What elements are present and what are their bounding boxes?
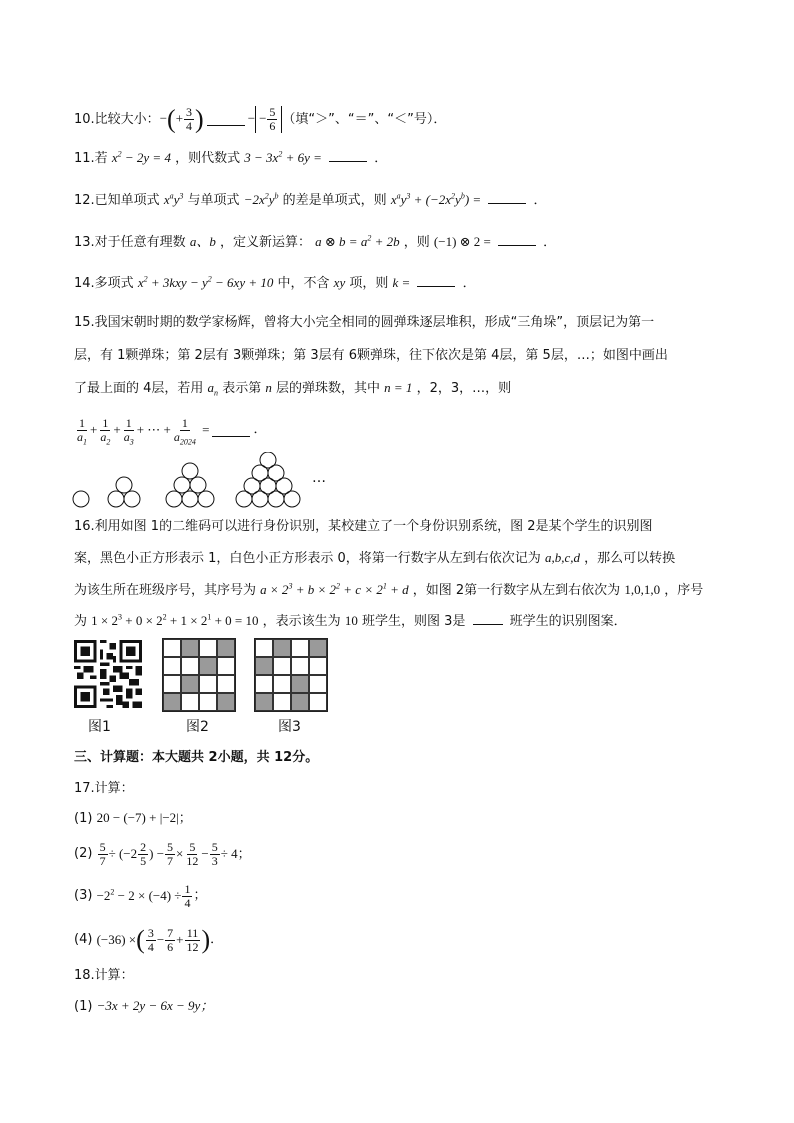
q18-label: 18.计算： xyxy=(74,968,134,983)
grid-cell-white xyxy=(273,693,291,711)
grid-cell-white xyxy=(199,693,217,711)
grid-cell-black xyxy=(309,639,327,657)
q14-answer-blank[interactable] xyxy=(417,274,455,287)
q14-term: xy xyxy=(333,275,346,290)
marble xyxy=(182,491,198,507)
q11-condition: $x^2 - 2y = 4$ xyxy=(111,149,171,165)
q15-answer-blank[interactable] xyxy=(212,424,250,437)
q15-marble-figure xyxy=(70,452,340,512)
q16-line1: 16.利用如图 1的二维码可以进行身份识别，某校建立了一个身份识别系统，图 2是某个学生的识别图 xyxy=(74,519,653,534)
grid-cell-black xyxy=(163,693,181,711)
q14-line: 14.多项式 $x^2 + 3kxy - y^2 - 6xy + 10$ 中，不含 xy 项，则 k = ． xyxy=(74,274,476,291)
q13-line: 13.对于任意有理数 a、b ，定义新运算： a ⊗ $b = a^2 + 2b$ ，则 (−1) ⊗ 2 = ． xyxy=(74,233,557,250)
grid-cell-black xyxy=(199,657,217,675)
q16-answer-blank[interactable] xyxy=(473,612,503,625)
q16-line3: 为该生所在班级序号，其序号为 $a \times 2^3 + b \times 2^2 + c \times 2^1 + d$ ，如图 2第一行数字从左到右依次为 1,0,1,0 ，序号 xyxy=(74,581,704,598)
q15-line1: 15.我国宋朝时期的数学家杨辉，曾将大小完全相同的圆弹珠逐层堆积，形成“三角垛”，顶层记为第一 xyxy=(74,315,655,330)
q10-label: 10.比较大小： xyxy=(74,111,160,127)
grid-cell-black xyxy=(291,693,309,711)
section3-title: 三、计算题：本大题共 2小题，共 12分。 xyxy=(74,750,319,765)
q17-part3: (3) $-2^2 - 2 \times (-4)$ ÷ $\frac{1}{4}$ ； xyxy=(74,881,207,910)
grid-cell-white xyxy=(163,657,181,675)
q11-expression: $3 - 3x^2 + 6y$ = xyxy=(244,149,322,165)
grid-cell-white xyxy=(291,639,309,657)
grid-cell-black xyxy=(217,693,235,711)
marble xyxy=(182,463,198,479)
q14-polynomial: $x^2 + 3kxy - y^2 - 6xy + 10$ xyxy=(137,274,274,290)
grid-cell-white xyxy=(217,675,235,693)
q12-expression: $x^ay^3 + (-2x^2y^b)$ = xyxy=(390,191,482,207)
grid-cell-black xyxy=(217,639,235,657)
grid-cell-white xyxy=(199,639,217,657)
q16-formula: $a \times 2^3 + b \times 2^2 + c \times 2^1 + d$ xyxy=(260,581,409,597)
q13-answer-blank[interactable] xyxy=(498,233,536,246)
marble-stacks xyxy=(70,452,340,512)
figure3-grid xyxy=(254,638,328,712)
grid-cell-white xyxy=(255,675,273,693)
grid-cell-white xyxy=(181,693,199,711)
grid-cell-black xyxy=(273,639,291,657)
q10-left-expr: −(+ $\frac{3}{4}$ ) xyxy=(159,104,204,134)
grid-cell-white xyxy=(309,693,327,711)
marble xyxy=(108,491,124,507)
marble xyxy=(174,477,190,493)
q12-mono1: $x^ay^3$ xyxy=(163,191,184,207)
grid-cell-black xyxy=(255,693,273,711)
grid-cell-white xyxy=(181,657,199,675)
q11-answer-blank[interactable] xyxy=(329,149,367,162)
marble xyxy=(73,491,89,507)
q16-line4: 为 $1 \times 2^3 + 0 \times 2^2 + 1 \times 2^1 + 0 = 10$ ，表示该生为 10 班学生，则图 3是 班学生的识别图案． xyxy=(74,612,627,629)
q15-an: $a_n$ xyxy=(207,380,219,398)
grid-cell-white xyxy=(273,657,291,675)
marble xyxy=(198,491,214,507)
q15-n-eq: n = 1 xyxy=(384,380,413,395)
grid-cell-black xyxy=(255,657,273,675)
q16-example: $1 \times 2^3 + 0 \times 2^2 + 1 \times 2^1 + 0 = 10$ xyxy=(91,612,259,628)
grid-cell-black xyxy=(181,675,199,693)
figure2-grid xyxy=(162,638,236,712)
q17-label: 17.计算： xyxy=(74,781,134,796)
grid-cell-white xyxy=(199,675,217,693)
q10-line xyxy=(74,106,446,133)
figure1-caption: 图1 xyxy=(88,719,111,735)
q16-line2: 案，黑色小正方形表示 1，白色小正方形表示 0，将第一行数字从左到右依次记为 a,b,c,d ，那么可以转换 xyxy=(74,550,676,566)
grid-cell-white xyxy=(291,657,309,675)
q17-part2: (2) $\frac{5}{7}$ ÷ (−2 $\frac{2}{5}$ ) − $\frac{5}{7}$ × $\frac{5}{12}$ − $\frac{5}{3}$ ÷ 4； xyxy=(74,839,251,868)
grid-cell-black xyxy=(181,639,199,657)
q12-mono2: $-2x^2y^b$ xyxy=(243,191,279,207)
q14-k: k = xyxy=(392,275,411,290)
q17-part4: (4) (−36) × ( $\frac{3}{4}$ − $\frac{7}{6}$ + $\frac{11}{12}$ ) ． xyxy=(74,925,224,954)
qr-code-figure xyxy=(74,640,142,712)
grid-cell-white xyxy=(273,675,291,693)
q11-line: 11.若 $x^2 - 2y = 4$ ，则代数式 $3 - 3x^2 + 6y$ = ． xyxy=(74,149,388,166)
grid-cell-white xyxy=(309,675,327,693)
q13-expression: (−1) ⊗ 2 = xyxy=(433,234,491,249)
marble xyxy=(268,491,284,507)
marble xyxy=(236,491,252,507)
qr-code-icon xyxy=(74,640,142,708)
marble xyxy=(190,477,206,493)
q15-line2: 层，有 1颗弹珠；第 2层有 3颗弹珠；第 3层有 6颗弹珠，往下依次是第 4层，第 5层，…；如图中画出 xyxy=(74,348,668,363)
grid-cell-white xyxy=(217,657,235,675)
marble xyxy=(166,491,182,507)
grid-cell-white xyxy=(163,639,181,657)
grid-cell-black xyxy=(291,675,309,693)
q13-operation: a ⊗ $b = a^2 + 2b$ xyxy=(315,233,400,249)
marble xyxy=(116,477,132,493)
q12-line: 12.已知单项式 $x^ay^3$ 与单项式 $-2x^2y^b$ 的差是单项式，则 $x^ay^3 + (-2x^2y^b)$ = ． xyxy=(74,191,547,208)
q10-right-expr: − − $\frac{5}{6}$ xyxy=(248,106,283,133)
figure3-caption: 图3 xyxy=(278,719,301,735)
grid-cell-white xyxy=(163,675,181,693)
q15-sum: $\frac{1}{a_1}$ + $\frac{1}{a_2}$ + $\frac{1}{a_3}$ + ⋯ + $\frac{1}{a_{2024}}$ = ． xyxy=(77,415,267,446)
marble xyxy=(284,491,300,507)
marble xyxy=(124,491,140,507)
grid-cell-white xyxy=(309,657,327,675)
q10-answer-blank[interactable] xyxy=(207,113,245,126)
q15-line3: 了最上面的 4层，若用 $a_n$ 表示第 n 层的弹珠数，其中 n = 1 ，2，3，…，则 xyxy=(74,380,512,398)
q18-part1: (1) −3x + 2y − 6x − 9y； xyxy=(74,998,214,1014)
q10-note: （填“＞”、“＝”、“＜”号）． xyxy=(282,111,447,127)
figure2-caption: 图2 xyxy=(186,719,209,735)
q15-ellipsis: … xyxy=(312,470,326,486)
q12-answer-blank[interactable] xyxy=(488,191,526,204)
marble xyxy=(252,491,268,507)
grid-cell-white xyxy=(255,639,273,657)
q17-part1: (1) 20 − (−7) + |−2|； xyxy=(74,810,192,826)
